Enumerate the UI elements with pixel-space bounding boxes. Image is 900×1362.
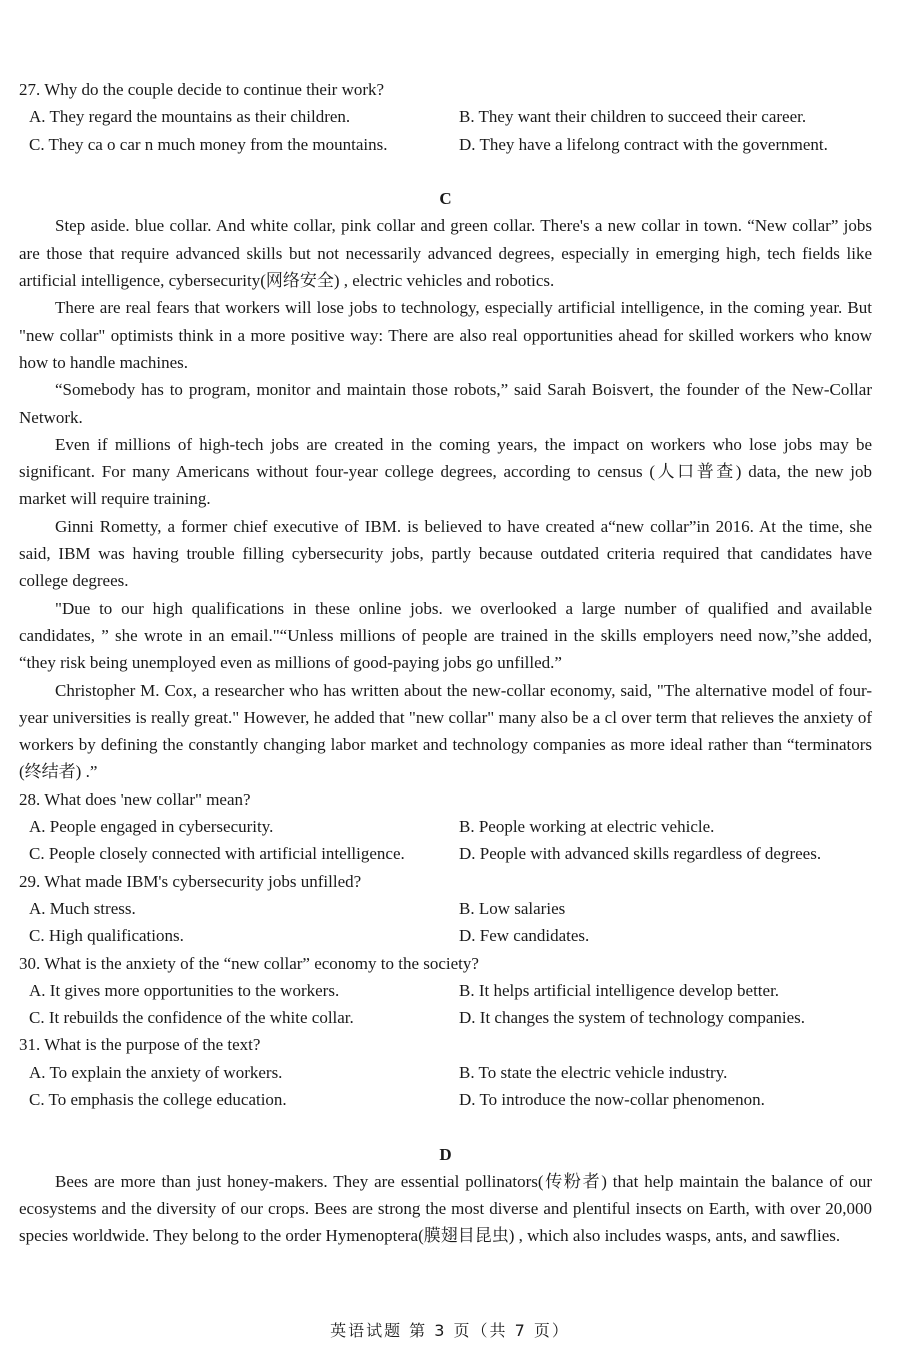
question-27-stem: 27. Why do the couple decide to continue their work? bbox=[19, 80, 385, 99]
question-30-options-row-2 bbox=[19, 1004, 872, 1031]
question-31-stem: 31. What is the purpose of the text? bbox=[19, 1035, 261, 1055]
question-27-option-b: B. They want their children to succeed their career. bbox=[459, 107, 807, 127]
section-d-paragraph-1: Bees are more than just honey-makers. They are essential pollinators(传粉者) that help maintain the balance of our ecosystems and the diversity of our crops. Bees are strong the most diverse and plentiful insects on Earth, with over 20,000 species worldwide. They belong to the order Hymenoptera(膜翅目昆虫) , which also includes wasps, ants, and sawflies. bbox=[19, 1171, 872, 1246]
section-d-heading: D bbox=[439, 1144, 452, 1164]
question-28-option-c: C. People closely connected with artificial intelligence. bbox=[29, 844, 405, 864]
question-30-options-row-1 bbox=[19, 977, 872, 1004]
section-c-paragraph-4: Even if millions of high-tech jobs are created in the coming years, the impact on workers who lose jobs may be significant. For many Americans without four-year college degrees, according to census (人口普查) data, the new job market will require training. bbox=[19, 434, 872, 509]
question-31-option-a: A. To explain the anxiety of workers. bbox=[29, 1062, 283, 1082]
section-c-paragraph-7: Christopher M. Cox, a researcher who has written about the new-collar economy, said, "The alternative model of four-year universities is really great." However, he added that "new collar" many also be a cl over term that relieves the anxiety of workers by defining the constantly changing labor market and technology companies as more ideal rather than “terminators (终结者) .” bbox=[19, 680, 872, 782]
spacer bbox=[19, 1113, 872, 1140]
question-28-option-d: D. People with advanced skills regardless of degrees. bbox=[459, 844, 822, 864]
question-30-option-b: B. It helps artificial intelligence develop better. bbox=[459, 980, 780, 1000]
section-c-paragraph-3: “Somebody has to program, monitor and maintain those robots,” said Sarah Boisvert, the founder of the New-Collar Network. bbox=[19, 380, 872, 427]
question-29-options-row-2 bbox=[19, 922, 872, 949]
page-footer: 英语试题 第 3 页（共 7 页） bbox=[330, 1321, 570, 1340]
question-31-option-c: C. To emphasis the college education. bbox=[29, 1089, 287, 1109]
question-30-stem: 30. What is the anxiety of the “new collar” economy to the society? bbox=[19, 953, 479, 973]
question-31-option-d: D. To introduce the now-collar phenomenon. bbox=[459, 1089, 765, 1109]
question-30-option-c: C. It rebuilds the confidence of the white collar. bbox=[29, 1008, 354, 1028]
spacer bbox=[19, 158, 872, 185]
question-29-stem: 29. What made IBM's cybersecurity jobs unfilled? bbox=[19, 871, 362, 891]
question-27-option-c: C. They ca o car n much money from the mountains. bbox=[29, 134, 388, 154]
question-28-options-row-2 bbox=[19, 840, 872, 867]
section-c-paragraph-6: "Due to our high qualifications in these online jobs. we overlooked a large number of qualified and available candidates, ” she wrote in an email."“Unless millions of people are trained in the skills employers need now,”she added, “they risk being unemployed even as millions of good-paying jobs go unfilled.” bbox=[19, 598, 872, 673]
question-29-option-d: D. Few candidates. bbox=[459, 926, 590, 946]
question-27-options-row-2 bbox=[19, 131, 872, 158]
question-31-option-b: B. To state the electric vehicle industry. bbox=[459, 1062, 728, 1082]
question-30-option-d: D. It changes the system of technology companies. bbox=[459, 1008, 806, 1028]
question-31-options-row-1 bbox=[19, 1059, 872, 1086]
question-28-stem: 28. What does 'new collar" mean? bbox=[19, 789, 251, 809]
question-29-option-a: A. Much stress. bbox=[29, 898, 136, 918]
section-c-heading: C bbox=[439, 189, 452, 209]
question-29-options-row-1 bbox=[19, 895, 872, 922]
question-27-options-row-1 bbox=[19, 103, 872, 130]
section-c-paragraph-1: Step aside. blue collar. And white collar, pink collar and green collar. There's a new collar in town. “New collar” jobs are those that require advanced skills but not necessarily advanced degrees, especially in emerging high, tech fields like artificial intelligence, cybersecurity(网络安全) , electric vehicles and robotics. bbox=[19, 216, 872, 291]
question-29-option-c: C. High qualifications. bbox=[29, 926, 184, 946]
question-27-option-d: D. They have a lifelong contract with the government. bbox=[459, 134, 828, 154]
question-30-option-a: A. It gives more opportunities to the workers. bbox=[29, 980, 340, 1000]
question-28-options-row-1 bbox=[19, 813, 872, 840]
question-31-options-row-2 bbox=[19, 1086, 872, 1113]
exam-page bbox=[19, 76, 872, 1250]
question-28-option-b: B. People working at electric vehicle. bbox=[459, 817, 715, 837]
question-28-option-a: A. People engaged in cybersecurity. bbox=[29, 817, 274, 837]
question-29-option-b: B. Low salaries bbox=[459, 898, 566, 918]
section-c-paragraph-2: There are real fears that workers will lose jobs to technology, especially artificial intelligence, in the coming year. But "new collar" optimists think in a more positive way: There are also real opportunities ahead for skilled workers who know how to handle machines. bbox=[19, 298, 872, 372]
question-27-option-a: A. They regard the mountains as their children. bbox=[29, 107, 351, 127]
section-c-paragraph-5: Ginni Rometty, a former chief executive of IBM. is believed to have created a“new collar”in 2016. At the time, she said, IBM was having trouble filling cybersecurity jobs, partly because outdated criteria required that candidates have college degrees. bbox=[19, 516, 872, 591]
